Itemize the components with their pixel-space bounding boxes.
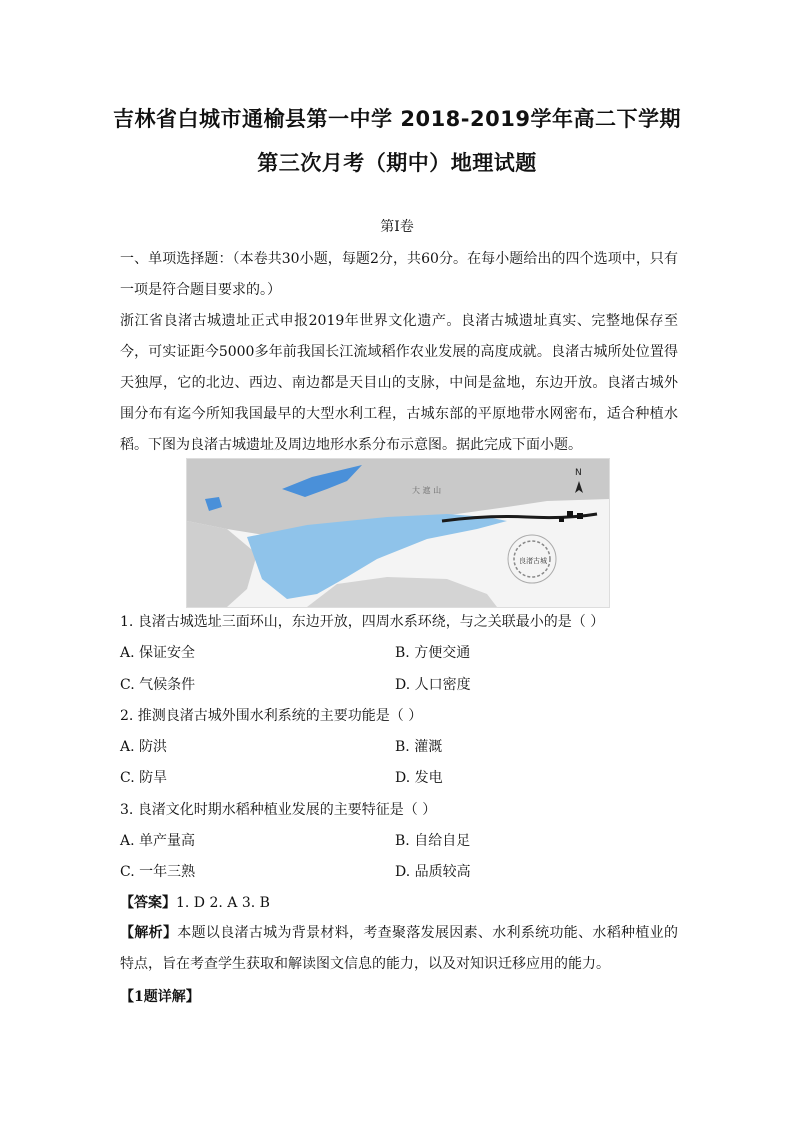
question-1-option-a: A. 保证安全 xyxy=(120,645,196,661)
analysis-label: 【解析】 xyxy=(120,925,178,941)
question-2-option-c: C. 防旱 xyxy=(120,770,168,786)
detail-heading: 【1题详解】 xyxy=(120,989,200,1005)
question-1-stem: 1. 良渚古城选址三面环山，东边开放，四周水系环绕，与之关联最小的是（ ） xyxy=(120,614,605,630)
volume-heading: 第Ⅰ卷 xyxy=(380,219,414,235)
answer-line xyxy=(120,893,270,913)
city-label: 良渚古城 xyxy=(519,557,547,565)
answer-label: 【答案】 xyxy=(120,895,176,911)
terrain-water-map xyxy=(187,459,609,607)
question-3-option-a: A. 单产量高 xyxy=(120,833,196,849)
map-figure xyxy=(186,458,610,608)
site-marker-1 xyxy=(567,511,573,517)
question-2-option-b: B. 灌溉 xyxy=(395,739,443,755)
reading-passage: 浙江省良渚古城遗址正式申报2019年世界文化遗产。良渚古城遗址真实、完整地保存至今，可实证距今5000多年前我国长江流域稻作农业发展的高度成就。良渚古城所处位置得天独厚，它的北边、西边、南边都是天目山的支脉，中间是盆地，东边开放。良渚古城外围分布有迄今所知我国最早的大型水利工程，古城东部的平原地带水网密布，适合种植水稻。下图为良渚古城遗址及周边地形水系分布示意图。据此完成下面小题。 xyxy=(120,313,678,453)
analysis-text: 本题以良渚古城为背景材料，考查聚落发展因素、水利系统功能、水稻种植业的特点，旨在考查学生获取和解读图文信息的能力，以及对知识迁移应用的能力。 xyxy=(120,925,679,972)
question-2-option-a: A. 防洪 xyxy=(120,739,168,755)
document-title-line2: 第三次月考（期中）地理试题 xyxy=(257,151,537,175)
section-instructions: 一、单项选择题：（本卷共30小题，每题2分，共60分。在每小题给出的四个选项中，只有一项是符合题目要求的。） xyxy=(120,251,678,298)
question-1-option-c: C. 气候条件 xyxy=(120,677,196,693)
question-1-option-b: B. 方便交通 xyxy=(395,645,471,661)
question-3-stem: 3. 良渚文化时期水稻种植业发展的主要特征是（ ） xyxy=(120,802,437,818)
document-title-line1: 吉林省白城市通榆县第一中学 2018-2019学年高二下学期 xyxy=(113,107,681,131)
site-marker-3 xyxy=(559,517,564,522)
question-2-option-d: D. 发电 xyxy=(395,770,443,786)
question-3-option-c: C. 一年三熟 xyxy=(120,864,196,880)
analysis-paragraph xyxy=(120,918,678,980)
question-3-option-d: D. 品质较高 xyxy=(395,864,471,880)
question-1-option-d: D. 人口密度 xyxy=(395,677,471,693)
north-arrow-label: N xyxy=(575,468,582,478)
question-3-option-b: B. 自给自足 xyxy=(395,833,471,849)
answer-text: 1. D 2. A 3. B xyxy=(176,895,270,911)
mountain-label: 大 遮 山 xyxy=(412,486,442,495)
site-marker-2 xyxy=(577,513,583,519)
question-2-stem: 2. 推测良渚古城外围水利系统的主要功能是（ ） xyxy=(120,708,423,724)
